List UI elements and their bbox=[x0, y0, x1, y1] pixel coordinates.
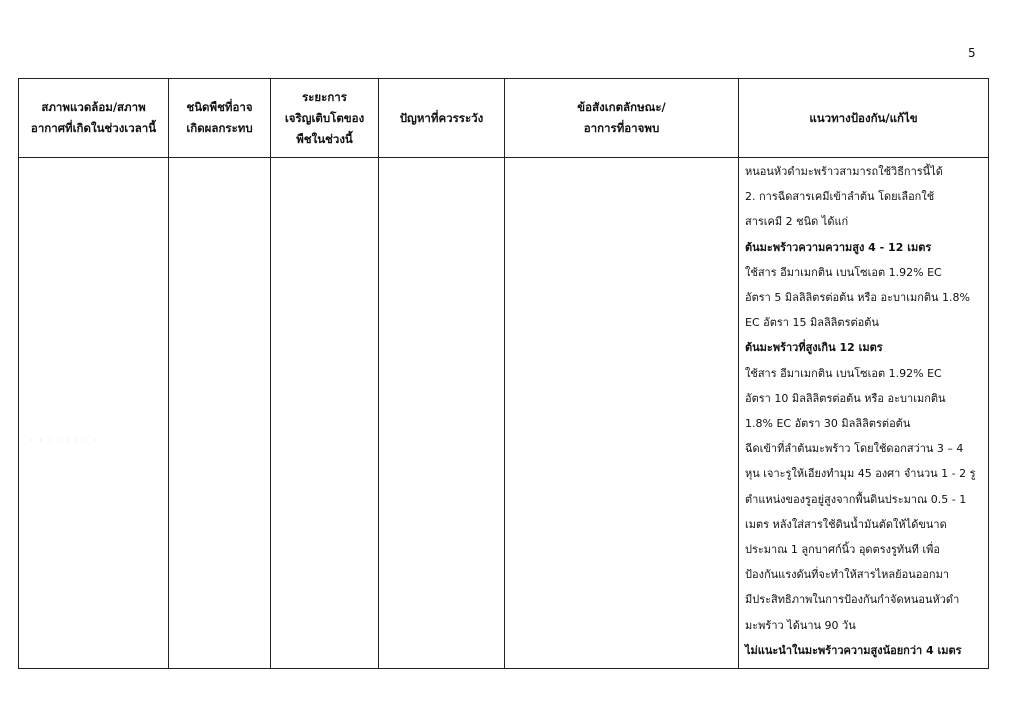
advice-line: ใช้สาร อีมาเมกติน เบนโซเอต 1.92% EC bbox=[745, 265, 942, 279]
advice-text bbox=[745, 159, 988, 663]
advice-line: ประมาณ 1 ลูกบาศก์นิ้ว อุดตรงรูทันที เพื่อ bbox=[745, 543, 941, 557]
advice-line: มะพร้าว ได้นาน 90 วัน bbox=[745, 618, 856, 632]
cell-symptoms bbox=[505, 158, 739, 669]
advice-line: EC อัตรา 15 มิลลิลิตรต่อต้น bbox=[745, 316, 879, 330]
cell-prevention bbox=[739, 158, 989, 669]
header-environment: สภาพแวดล้อม/สภาพ อากาศที่เกิดในช่วงเวลานี้ bbox=[19, 79, 169, 158]
advice-line: 1.8% EC อัตรา 30 มิลลิลิตรต่อต้น bbox=[745, 417, 911, 431]
advice-line: อัตรา 5 มิลลิลิตรต่อต้น หรือ อะบาเมกติน 1.8% bbox=[745, 291, 970, 305]
page-number: 5 bbox=[968, 46, 976, 60]
cell-environment bbox=[19, 158, 169, 669]
advice-line: ป้องกันแรงดันที่จะทำให้สารไหลย้อนออกมา bbox=[745, 568, 950, 582]
cell-affected-plants bbox=[169, 158, 271, 669]
advice-line: สารเคมี 2 ชนิด ได้แก่ bbox=[745, 215, 849, 229]
cell-growth-stage bbox=[271, 158, 379, 669]
table-row bbox=[19, 158, 989, 669]
header-row bbox=[19, 79, 989, 158]
header-affected-plants: ชนิดพืชที่อาจ เกิดผลกระทบ bbox=[169, 79, 271, 158]
header-prevention: แนวทางป้องกัน/แก้ไข bbox=[739, 79, 989, 158]
advice-heading-line: ต้นมะพร้าวความความสูง 4 - 12 เมตร bbox=[745, 240, 932, 254]
advice-line: ฉีดเข้าที่ลำต้นมะพร้าว โดยใช้ดอกสว่าน 3 – 4 bbox=[745, 442, 964, 456]
header-problems: ปัญหาที่ควรระวัง bbox=[379, 79, 505, 158]
cell-problems bbox=[379, 158, 505, 669]
advice-line: หุน เจาะรูให้เอียงทำมุม 45 องศา จำนวน 1 - 2 รู bbox=[745, 467, 976, 481]
header-growth-stage: ระยะการ เจริญเติบโตของ พืชในช่วงนี้ bbox=[271, 79, 379, 158]
faint-scan-mark: · · · · · · · · bbox=[30, 436, 99, 445]
header-symptoms: ข้อสังเกตลักษณะ/ อาการที่อาจพบ bbox=[505, 79, 739, 158]
advice-line: อัตรา 10 มิลลิลิตรต่อต้น หรือ อะบาเมกติน bbox=[745, 391, 946, 405]
advice-line: เมตร หลังใส่สารใช้ดินน้ำมันตัดให้ได้ขนาด bbox=[745, 517, 947, 531]
guidance-table bbox=[18, 78, 989, 669]
advice-line: ตำแหน่งของรูอยู่สูงจากพื้นดินประมาณ 0.5 - 1 bbox=[745, 492, 967, 506]
advice-line: 2. การฉีดสารเคมีเข้าลำต้น โดยเลือกใช้ bbox=[745, 190, 935, 204]
advice-line: หนอนหัวดำมะพร้าวสามารถใช้วิธีการนี้ได้ bbox=[745, 165, 943, 178]
advice-heading-line: ไม่แนะนำในมะพร้าวความสูงน้อยกว่า 4 เมตร bbox=[745, 643, 962, 657]
advice-heading-line: ต้นมะพร้าวที่สูงเกิน 12 เมตร bbox=[745, 341, 883, 355]
advice-line: ใช้สาร อีมาเมกติน เบนโซเอต 1.92% EC bbox=[745, 366, 942, 380]
advice-line: มีประสิทธิภาพในการป้องกันกำจัดหนอนหัวดำ bbox=[745, 593, 960, 607]
